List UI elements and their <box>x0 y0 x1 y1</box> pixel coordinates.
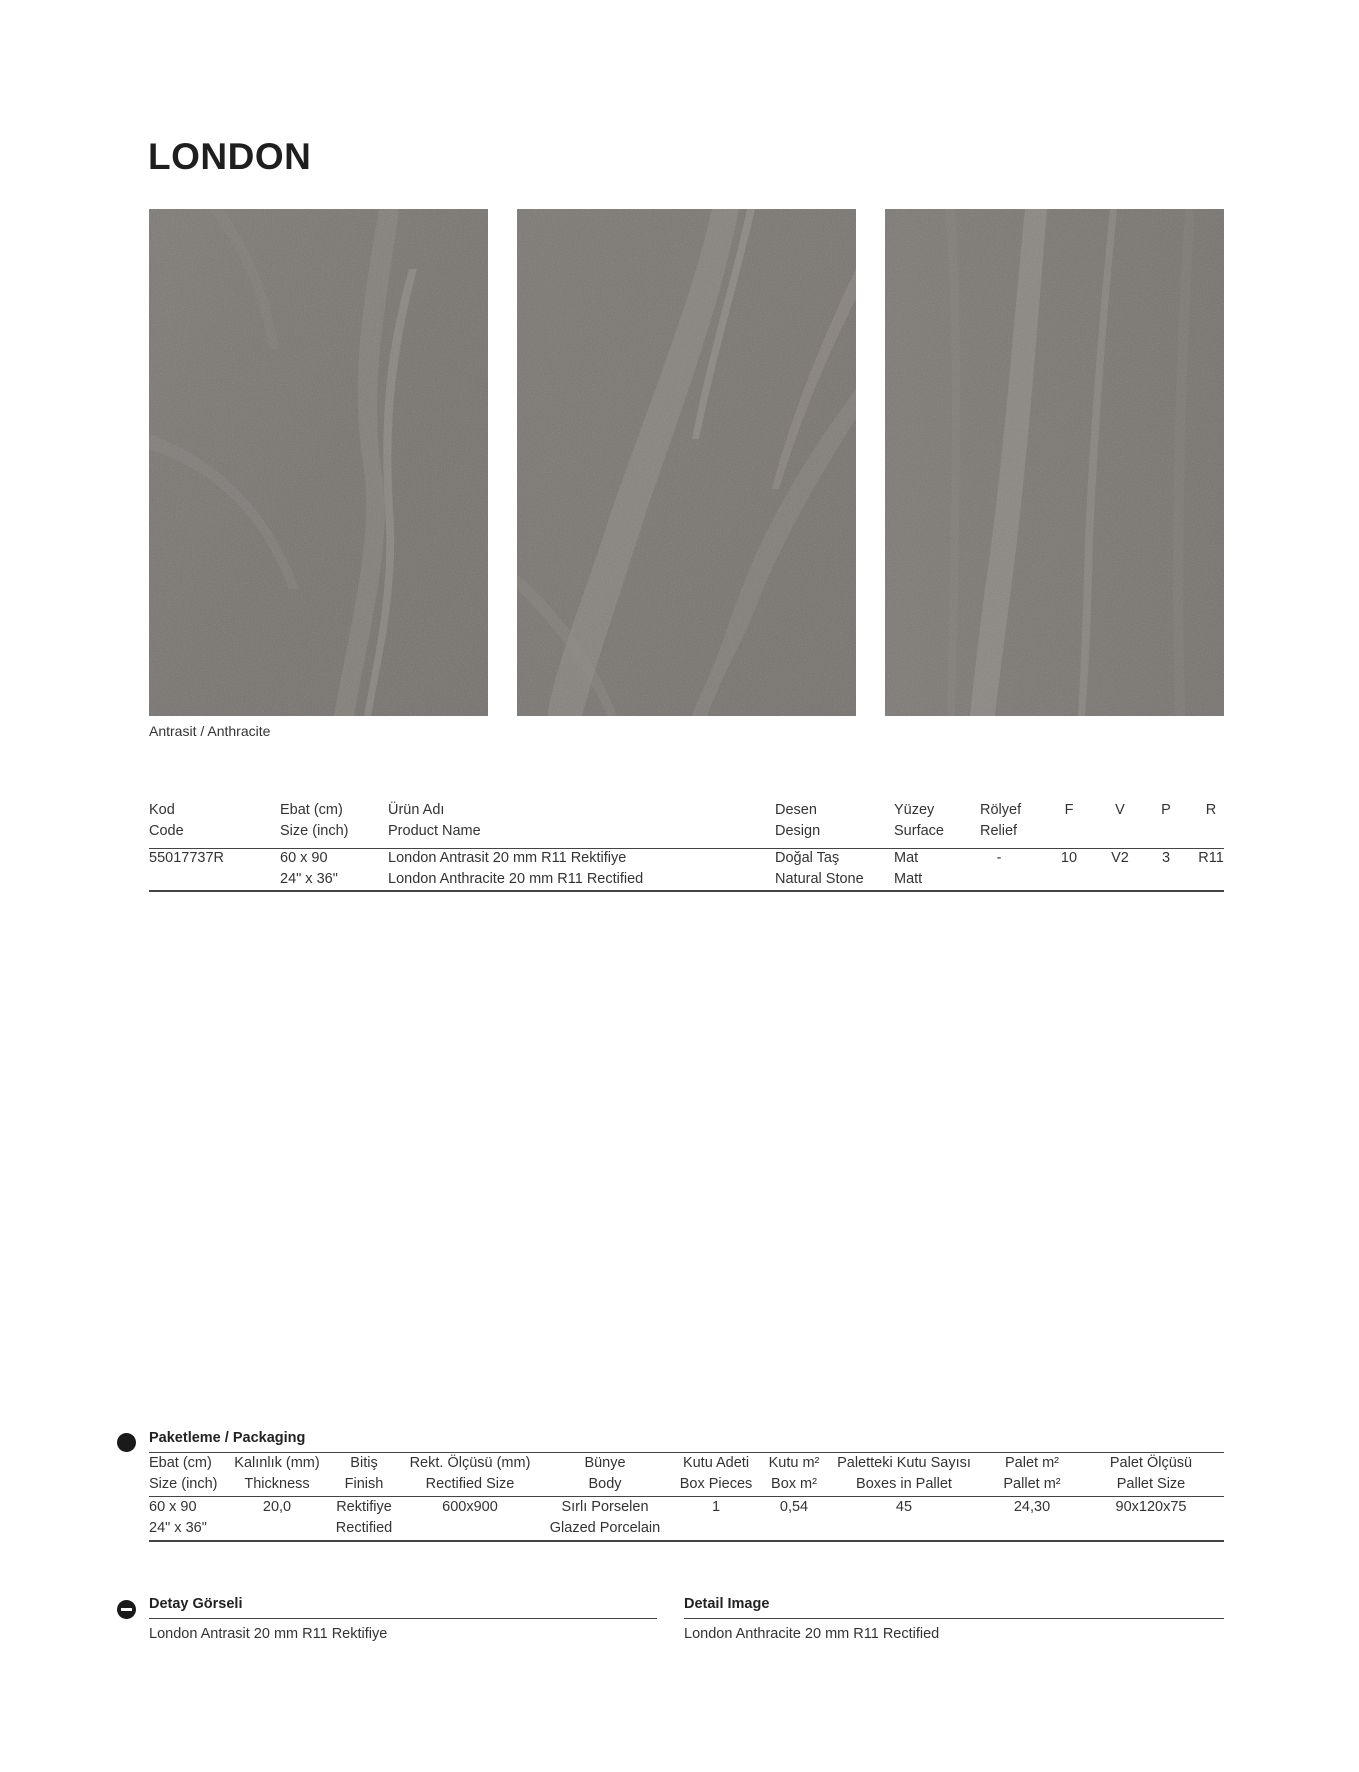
header-product-name: Ürün Adı Product Name <box>388 802 481 839</box>
cell-r: R11 <box>1198 850 1224 866</box>
detail-title-en: Detail Image <box>684 1596 770 1612</box>
tile-image-2 <box>517 209 856 716</box>
header-size: Ebat (cm) Size (inch) <box>280 802 349 839</box>
header-f: F <box>1064 802 1074 818</box>
pk-header-box-pieces: Kutu Adeti Box Pieces <box>679 1455 753 1492</box>
cell-code: 55017737R <box>149 850 224 866</box>
packaging-title: Paketleme / Packaging <box>149 1430 306 1446</box>
detail-rule-left <box>149 1618 657 1619</box>
packaging-bottom-rule <box>149 1540 1224 1542</box>
header-code: Kod Code <box>149 802 184 839</box>
pk-cell-box-pieces: 1 <box>711 1499 721 1515</box>
header-relief: Rölyef Relief <box>980 802 1022 839</box>
detail-title-tr: Detay Görseli <box>149 1596 243 1612</box>
tile-image-3 <box>885 209 1224 716</box>
header-p: P <box>1161 802 1171 818</box>
pk-cell-pallet-m2: 24,30 <box>1013 1499 1051 1515</box>
pk-header-size: Ebat (cm) Size (inch) <box>149 1455 218 1492</box>
cell-surface: Mat Matt <box>894 850 923 887</box>
pk-header-rectified-size: Rekt. Ölçüsü (mm) Rectified Size <box>409 1455 531 1492</box>
header-v: V <box>1115 802 1125 818</box>
detail-minus-icon <box>117 1600 136 1619</box>
pk-cell-boxes-in-pallet: 45 <box>895 1499 913 1515</box>
pk-cell-thickness: 20,0 <box>262 1499 292 1515</box>
cell-design: Doğal Taş Natural Stone <box>775 850 864 887</box>
pk-cell-pallet-size: 90x120x75 <box>1115 1499 1187 1515</box>
cell-f: 10 <box>1060 850 1078 866</box>
header-surface: Yüzey Surface <box>894 802 944 839</box>
header-design: Desen Design <box>775 802 821 839</box>
cell-size: 60 x 90 24" x 36" <box>280 850 338 887</box>
cell-p: 3 <box>1161 850 1171 866</box>
detail-rule-right <box>684 1618 1224 1619</box>
cell-product-name: London Antrasit 20 mm R11 Rektifiye London Anthracite 20 mm R11 Rectified <box>388 850 644 887</box>
pk-header-pallet-m2: Palet m² Pallet m² <box>1003 1455 1061 1492</box>
packaging-bullet-icon <box>117 1433 136 1452</box>
pk-cell-size: 60 x 90 24" x 36" <box>149 1499 207 1536</box>
pk-header-pallet-size: Palet Ölçüsü Pallet Size <box>1109 1455 1193 1492</box>
cell-relief: - <box>996 850 1002 866</box>
color-caption: Antrasit / Anthracite <box>149 723 271 739</box>
pk-cell-rectified-size: 600x900 <box>442 1499 498 1515</box>
tile-image-1 <box>149 209 488 716</box>
pk-cell-finish: Rektifiye Rectified <box>335 1499 393 1536</box>
header-r: R <box>1205 802 1217 818</box>
pk-header-body: Bünye Body <box>584 1455 626 1492</box>
pk-cell-body: Sırlı Porselen Glazed Porcelain <box>549 1499 661 1536</box>
page-title: LONDON <box>148 136 312 177</box>
detail-text-en: London Anthracite 20 mm R11 Rectified <box>684 1626 940 1642</box>
table-bottom-rule <box>149 890 1224 892</box>
pk-header-box-m2: Kutu m² Box m² <box>768 1455 820 1492</box>
cell-v: V2 <box>1111 850 1129 866</box>
pk-header-boxes-in-pallet: Paletteki Kutu Sayısı Boxes in Pallet <box>837 1455 971 1492</box>
pk-header-finish: Bitiş Finish <box>344 1455 384 1492</box>
pk-cell-box-m2: 0,54 <box>779 1499 809 1515</box>
pk-header-thickness: Kalınlık (mm) Thickness <box>234 1455 320 1492</box>
detail-text-tr: London Antrasit 20 mm R11 Rektifiye <box>149 1626 388 1642</box>
